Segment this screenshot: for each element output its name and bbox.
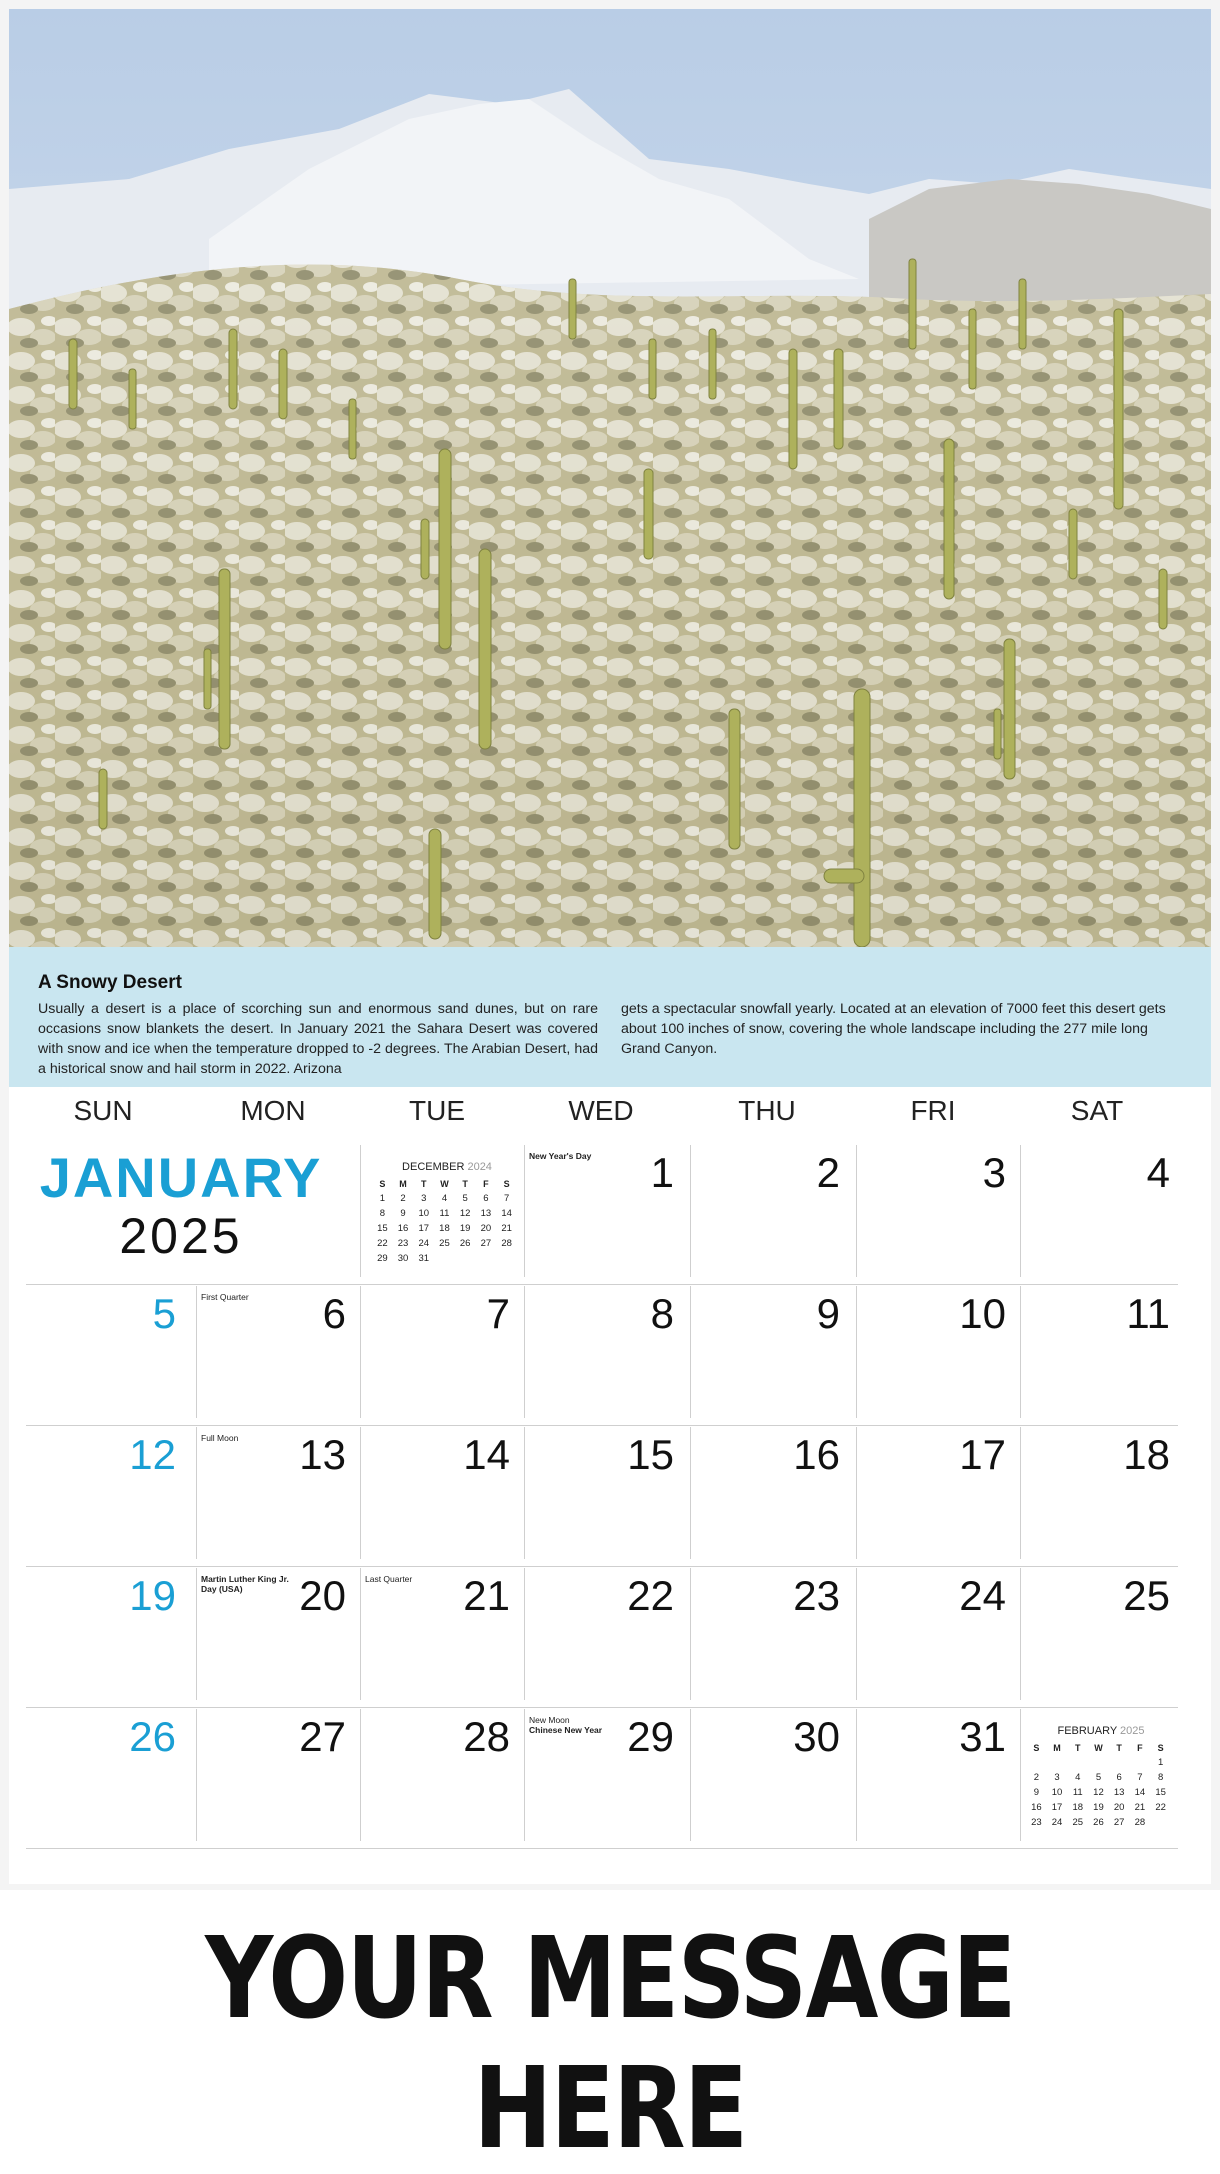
day-cell[interactable] [856,1427,1014,1559]
mini-calendar-year: 2025 [1120,1725,1145,1737]
mini-day: 13 [480,1208,492,1219]
day-number: 8 [650,1290,674,1337]
day-cell[interactable] [1020,1709,1178,1841]
day-number: 30 [793,1713,840,1760]
mini-day: 29 [377,1253,388,1264]
mini-day: 27 [1113,1817,1125,1828]
weekday-1: MON [240,1095,306,1126]
mini-day: 1 [1157,1757,1164,1768]
day-number: 14 [463,1431,510,1478]
day-cell[interactable] [196,1427,354,1559]
day-number: 4 [1146,1149,1170,1196]
day-number: 17 [959,1431,1006,1478]
mini-day: 8 [1157,1772,1164,1783]
grid-line [26,1425,1178,1426]
day-note: New Year's Day [529,1151,592,1161]
day-number: 28 [463,1713,510,1760]
mini-day: 6 [483,1193,489,1204]
mini-calendar-month: FEBRUARY [1057,1725,1117,1737]
mini-calendar-year: 2024 [467,1161,492,1173]
day-number: 21 [463,1572,510,1619]
mini-day: 12 [459,1208,471,1219]
day-number: 22 [627,1572,674,1619]
day-cell[interactable] [690,1568,848,1700]
day-number: 1 [650,1149,674,1196]
day-cell[interactable] [1020,1568,1178,1700]
day-number: 6 [322,1290,346,1337]
day-number: 20 [299,1572,346,1619]
mini-weekday: S [1033,1742,1040,1753]
mini-weekday: M [1053,1742,1061,1753]
mini-weekday: S [1157,1742,1164,1753]
mini-day: 31 [418,1253,430,1264]
day-number: 10 [959,1290,1006,1337]
mini-day: 9 [400,1208,406,1219]
day-number: 16 [793,1431,840,1478]
mini-day: 25 [1072,1817,1084,1828]
day-cell[interactable] [26,1427,184,1559]
mini-day: 26 [459,1238,471,1249]
mini-day: 17 [1051,1802,1063,1813]
day-number: 3 [982,1149,1006,1196]
mini-day: 20 [480,1223,492,1234]
day-number: 24 [959,1572,1006,1619]
month-name: JANUARY [39,1146,323,1209]
day-note: New Moon [529,1715,570,1725]
day-cell[interactable] [690,1427,848,1559]
mini-day: 24 [418,1238,430,1249]
mini-weekday: T [421,1178,427,1189]
mini-day: 11 [1072,1787,1083,1798]
mini-day: 2 [400,1193,406,1204]
mini-day: 8 [379,1208,385,1219]
mini-day: 15 [1155,1787,1166,1798]
mini-day: 14 [1134,1787,1146,1798]
day-cell[interactable] [524,1145,682,1277]
day-number: 29 [627,1713,674,1760]
mini-day: 16 [397,1223,409,1234]
day-number: 13 [299,1431,346,1478]
weekday-3: WED [568,1095,634,1126]
snowy-saguaro-landscape [9,9,1211,947]
day-cell[interactable] [1020,1427,1178,1559]
mini-weekday: T [1116,1742,1122,1753]
mini-weekday: W [1094,1742,1103,1753]
mini-day: 17 [418,1223,430,1234]
day-number: 15 [627,1431,674,1478]
day-cell[interactable] [26,1709,184,1841]
day-cell[interactable] [196,1709,354,1841]
day-number: 2 [816,1149,840,1196]
mini-day: 27 [480,1238,492,1249]
footer [0,1890,1220,2174]
mini-weekday: S [503,1178,510,1189]
mini-day: 12 [1093,1787,1104,1798]
day-note: Martin Luther King Jr. Day (USA) [201,1574,289,1594]
mini-day: 2 [1033,1772,1039,1783]
day-cell[interactable] [26,1145,184,1277]
mini-day: 13 [1113,1787,1125,1798]
weekday-2: TUE [409,1095,465,1126]
day-number: 12 [129,1431,176,1478]
mini-day: 9 [1033,1787,1039,1798]
mini-day: 14 [501,1208,512,1219]
mini-day: 20 [1113,1802,1125,1813]
mini-day: 28 [501,1238,512,1249]
mini-weekday: T [462,1178,468,1189]
grid-line [26,1707,1178,1708]
mini-weekday: F [1137,1742,1143,1753]
mini-day: 7 [503,1193,510,1204]
mini-day: 1 [379,1193,385,1204]
mini-day: 3 [1054,1772,1060,1783]
mini-weekday: S [379,1178,386,1189]
month-year: 2025 [119,1208,243,1264]
day-number: 11 [1126,1290,1170,1337]
mini-day: 11 [439,1208,450,1219]
day-number: 27 [299,1713,346,1760]
mini-weekday: T [1075,1742,1081,1753]
weekday-0: SUN [73,1095,133,1126]
mini-weekday: W [440,1178,449,1189]
day-cell[interactable] [856,1145,1014,1277]
mini-day: 23 [397,1238,409,1249]
footer-message: YOUR MESSAGE HERE [205,1914,1015,2174]
mini-calendar-month: DECEMBER [402,1161,465,1173]
day-number: 19 [129,1572,176,1619]
day-note-secondary: Chinese New Year [529,1725,603,1735]
day-cell[interactable] [690,1145,848,1277]
mini-day: 22 [377,1238,388,1249]
mini-day: 4 [1075,1772,1081,1783]
mini-day: 19 [1093,1802,1104,1813]
mini-day: 21 [501,1223,512,1234]
mini-day: 23 [1031,1817,1042,1828]
mini-day: 10 [418,1208,430,1219]
desert-photo [9,9,1211,947]
day-cell[interactable] [360,1427,518,1559]
mini-day: 4 [441,1193,448,1204]
day-note: First Quarter [201,1292,249,1302]
day-cell[interactable] [856,1568,1014,1700]
day-number: 5 [152,1290,176,1337]
day-number: 7 [486,1290,510,1337]
mini-day: 21 [1134,1802,1146,1813]
mini-day: 24 [1051,1817,1063,1828]
mini-day: 5 [462,1193,468,1204]
day-cell[interactable] [1020,1286,1178,1418]
grid-line [26,1566,1178,1567]
mini-day: 22 [1155,1802,1166,1813]
day-cell[interactable] [690,1286,848,1418]
day-number: 23 [793,1572,840,1619]
mini-weekday: F [483,1178,489,1189]
day-cell[interactable] [360,1709,518,1841]
mini-day: 10 [1051,1787,1063,1798]
day-cell[interactable] [360,1286,518,1418]
weekday-6: SAT [1070,1095,1124,1126]
day-cell[interactable] [26,1286,184,1418]
mini-day: 25 [439,1238,450,1249]
day-cell[interactable] [524,1427,682,1559]
day-cell[interactable] [360,1145,518,1277]
weekday-header [26,1095,1178,1137]
mini-day: 5 [1095,1772,1102,1783]
day-cell[interactable] [26,1568,184,1700]
day-cell[interactable] [196,1145,354,1277]
day-note: Full Moon [201,1433,239,1443]
day-number: 25 [1123,1572,1170,1619]
mini-day: 6 [1116,1772,1122,1783]
mini-day: 18 [439,1223,450,1234]
day-cell[interactable] [524,1286,682,1418]
mini-day: 7 [1137,1772,1143,1783]
day-cell[interactable] [524,1568,682,1700]
grid-line [26,1848,1178,1849]
day-cell[interactable] [196,1568,354,1700]
day-cell[interactable] [196,1286,354,1418]
mini-day: 28 [1134,1817,1146,1828]
day-cell[interactable] [690,1709,848,1841]
mini-day: 16 [1031,1802,1042,1813]
mini-day: 18 [1072,1802,1084,1813]
caption-text-col1: Usually a desert is a place of scorching sun and enormous sand dunes, but on rare occasions snow blankets the desert. In January 2021 the Sahara Desert was covered with snow and ice when the temperature dropped to -2 degrees. The Arabian Desert, had a historical snow and hail storm in 2022. Arizona [38,1001,598,1077]
caption-band [9,947,1211,1087]
day-number: 26 [129,1713,176,1760]
mini-day: 26 [1093,1817,1104,1828]
day-cell[interactable] [360,1568,518,1700]
mini-day: 19 [459,1223,471,1234]
mini-weekday: M [399,1178,407,1189]
day-cell[interactable] [524,1709,682,1841]
day-note: Last Quarter [365,1574,413,1584]
caption-title: A Snowy Desert [38,972,182,993]
day-number: 31 [959,1713,1006,1760]
grid-line [26,1284,1178,1285]
day-cell[interactable] [1020,1145,1178,1277]
weekday-5: FRI [910,1095,956,1126]
mini-day: 15 [377,1223,388,1234]
day-cell[interactable] [856,1709,1014,1841]
day-number: 18 [1123,1431,1170,1478]
mini-day: 3 [421,1193,427,1204]
day-cell[interactable] [856,1286,1014,1418]
caption-text-col2: gets a spectacular snowfall yearly. Located at an elevation of 7000 feet this desert gets about 100 inches of snow, covering the whole landscape including the 277 mile long Grand Canyon. [621,1001,1166,1057]
mini-day: 30 [397,1253,409,1264]
weekday-4: THU [738,1095,796,1126]
day-number: 9 [816,1290,840,1337]
